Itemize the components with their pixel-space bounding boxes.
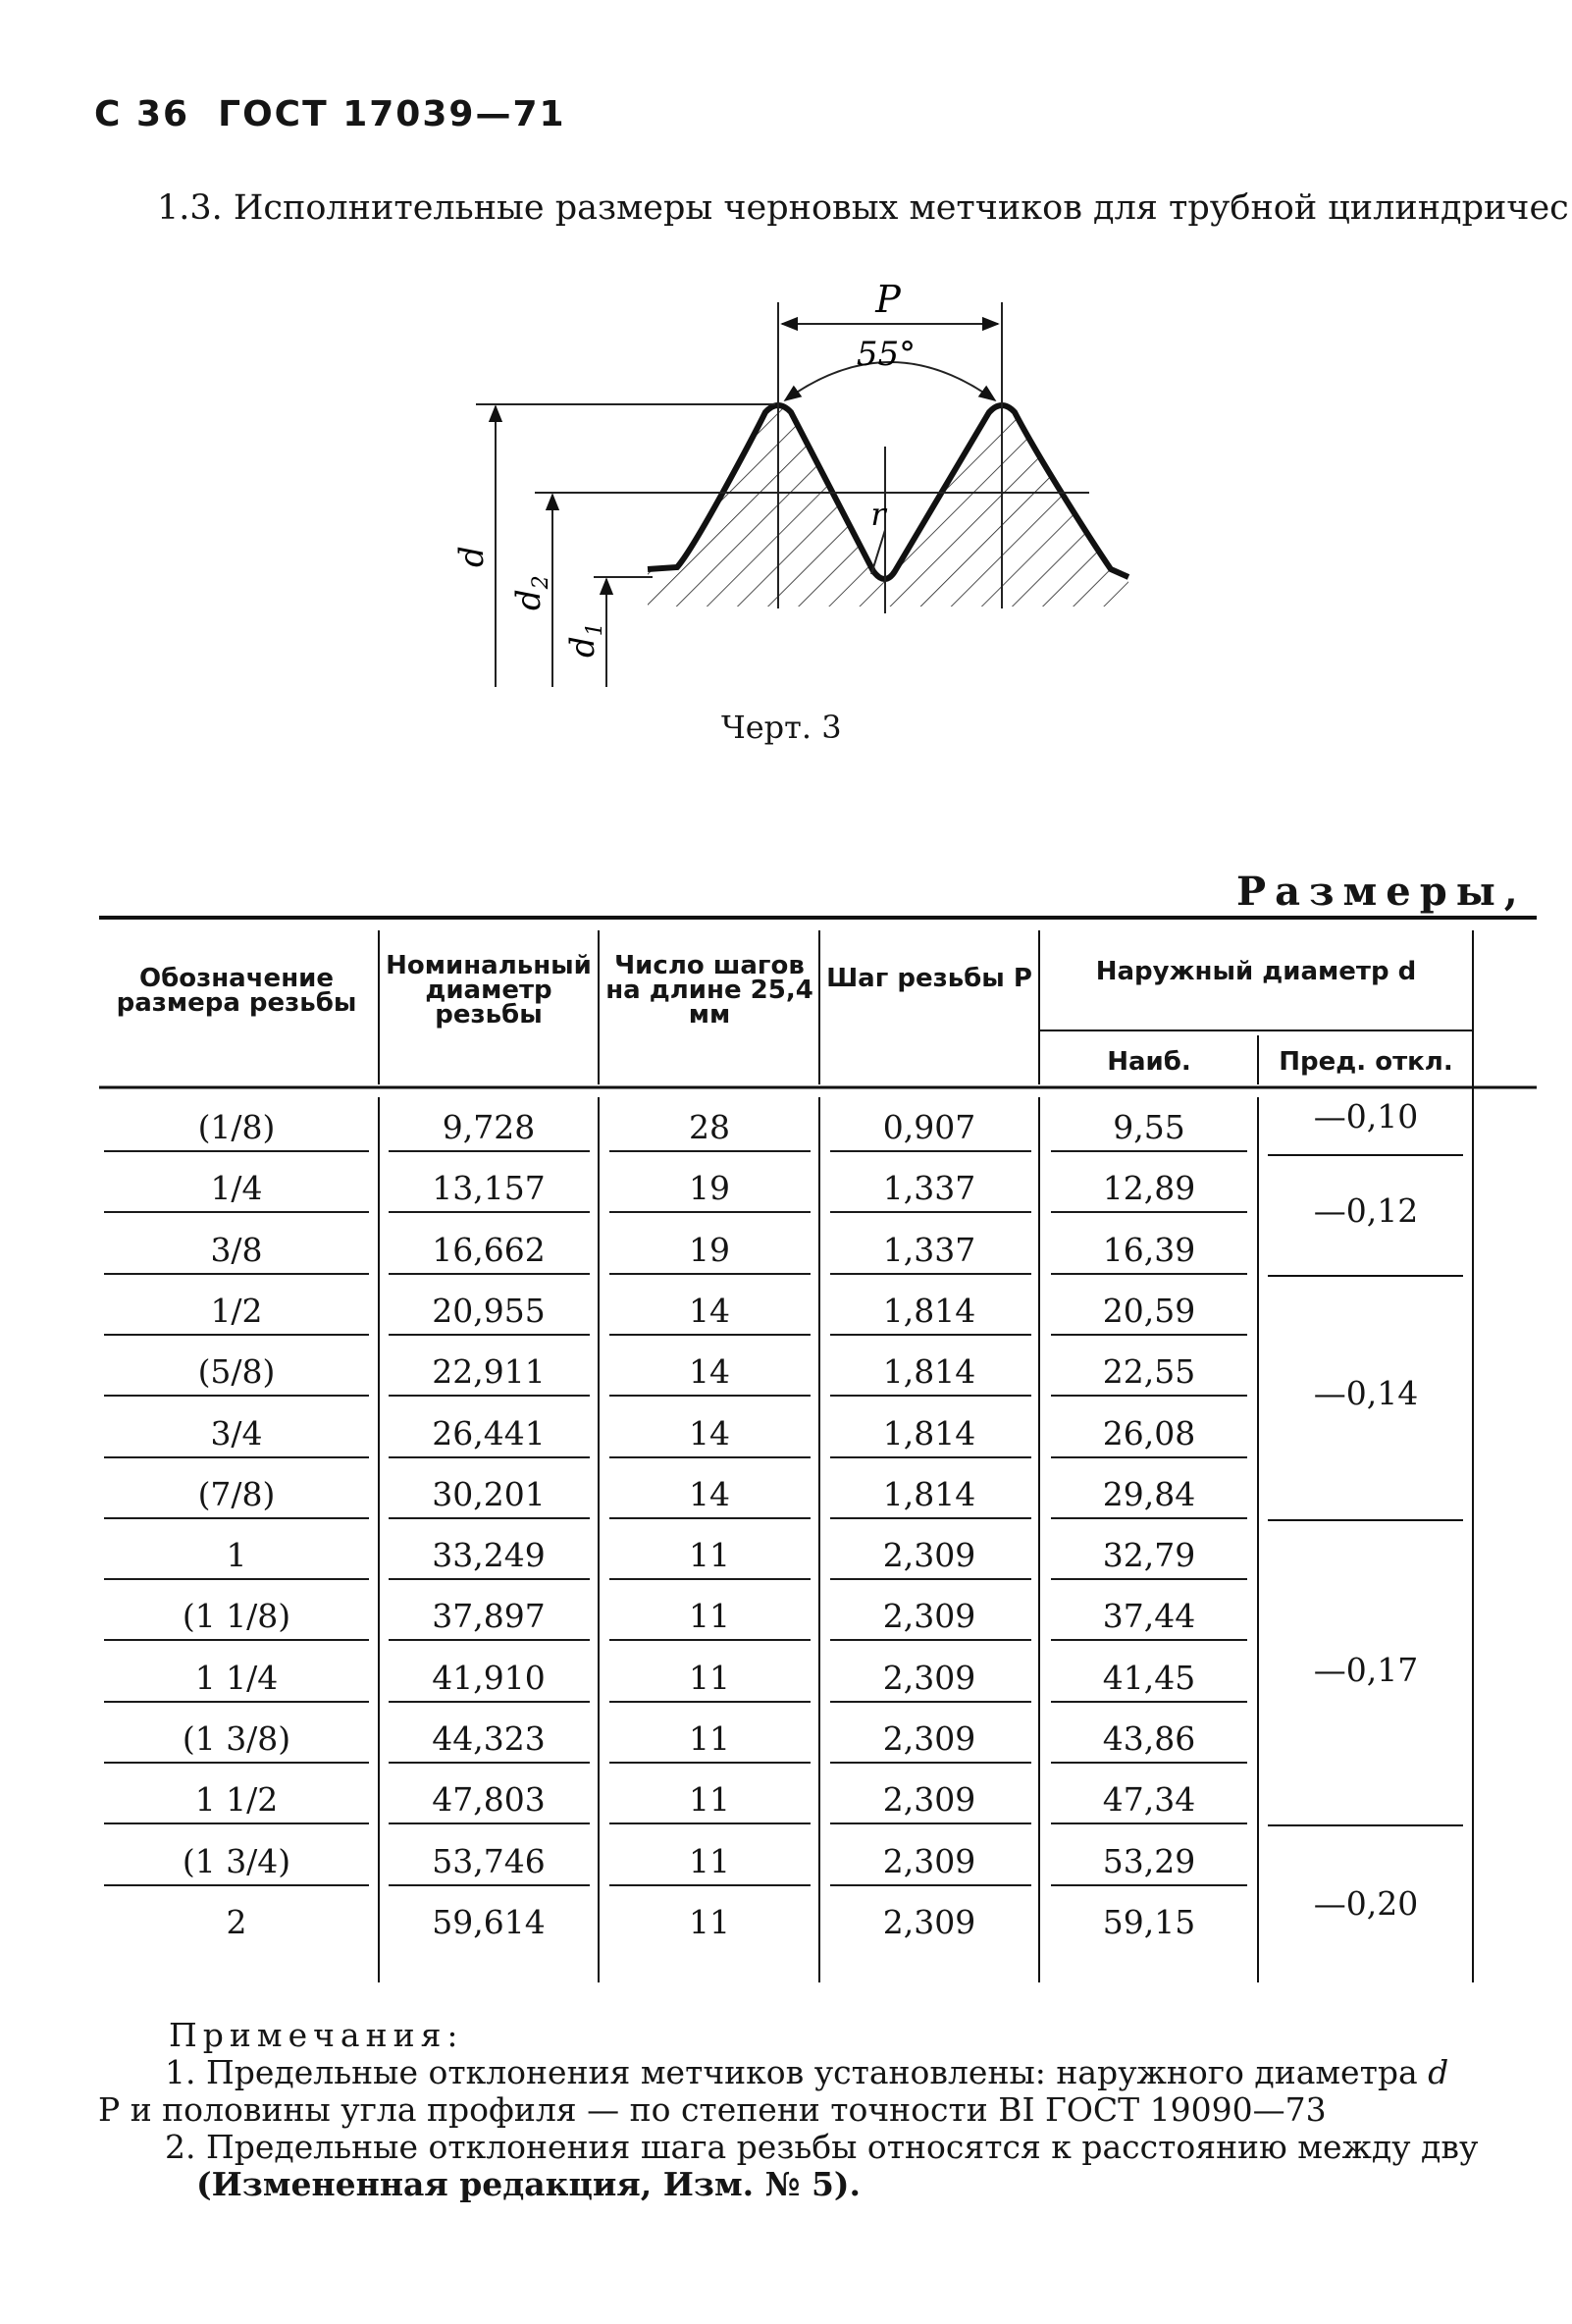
row-underline — [609, 1273, 811, 1275]
table-cell-steps: 11 — [689, 1536, 730, 1575]
note-1-line-1 — [98, 2054, 1550, 2091]
row-underline — [104, 1822, 369, 1824]
row-underline — [1051, 1456, 1247, 1458]
table-cell-pitch: 2,309 — [882, 1536, 976, 1575]
table-cell-max: 59,15 — [1102, 1902, 1196, 1941]
label-angle: 55° — [856, 335, 917, 374]
row-underline — [830, 1578, 1031, 1580]
row-underline — [1051, 1395, 1247, 1397]
row-underline — [830, 1639, 1031, 1641]
row-underline — [389, 1334, 590, 1336]
table-cell-size: (5/8) — [197, 1352, 276, 1392]
table-cell-nominal: 59,614 — [432, 1902, 546, 1941]
header-pitch: Шаг резьбы P — [826, 964, 1032, 993]
table-cell-nominal: 22,911 — [432, 1352, 546, 1392]
table-cell-pitch: 2,309 — [882, 1780, 976, 1820]
row-underline — [609, 1334, 811, 1336]
table-cell-nominal: 47,803 — [432, 1780, 546, 1820]
notes-title: Примечания: — [169, 2016, 464, 2054]
note-1-line-2: P и половины угла профиля — по степени точности BI ГОСТ 19090—73 — [98, 2090, 1327, 2129]
header-size: Обозначение размера резьбы — [116, 964, 357, 1018]
row-underline — [609, 1639, 811, 1641]
table-cell-steps: 11 — [689, 1719, 730, 1758]
row-underline — [609, 1211, 811, 1213]
row-underline — [389, 1395, 590, 1397]
table-cell-nominal: 41,910 — [432, 1658, 546, 1697]
table-cell-max: 53,29 — [1102, 1841, 1196, 1880]
table-cell-pitch: 0,907 — [882, 1108, 976, 1146]
row-underline — [389, 1517, 590, 1519]
table-cell-pitch: 2,309 — [882, 1597, 976, 1636]
label-d — [452, 546, 492, 567]
row-underline — [389, 1884, 590, 1886]
table-cell-max: 20,59 — [1102, 1291, 1196, 1330]
label-d-text: d — [452, 546, 492, 567]
row-underline — [389, 1762, 590, 1764]
row-underline — [104, 1150, 369, 1152]
table-cell-nominal: 26,441 — [432, 1413, 546, 1452]
table-cell-steps: 14 — [689, 1413, 730, 1452]
table-cell-max: 12,89 — [1102, 1169, 1196, 1208]
table-cell-size: 1 1/2 — [194, 1780, 279, 1820]
row-underline — [1051, 1150, 1247, 1152]
deviation-cell: —0,17 — [1313, 1651, 1419, 1689]
units-title: Размеры, — [1236, 869, 1527, 915]
table-cell-max: 43,86 — [1102, 1719, 1196, 1758]
deviation-cell: —0,20 — [1313, 1884, 1419, 1923]
table-cell-pitch: 2,309 — [882, 1841, 976, 1880]
deviation-cell: —0,10 — [1313, 1097, 1419, 1136]
table-cell-steps: 11 — [689, 1841, 730, 1880]
row-underline — [1051, 1884, 1247, 1886]
table-cell-max: 37,44 — [1102, 1597, 1196, 1636]
table-cell-size: 3/4 — [210, 1413, 263, 1452]
table-cell-steps: 19 — [689, 1169, 730, 1208]
row-underline — [830, 1456, 1031, 1458]
table-cell-pitch: 1,337 — [882, 1169, 976, 1208]
table-cell-pitch: 2,309 — [882, 1658, 976, 1697]
row-underline — [830, 1517, 1031, 1519]
table-cell-nominal: 53,746 — [432, 1841, 546, 1880]
header-outer-diameter: Наружный диаметр d — [1095, 957, 1417, 986]
deviation-cell: —0,14 — [1313, 1374, 1419, 1412]
section-title: 1.3. Исполнительные размеры черновых метчиков для трубной цилиндричес — [157, 188, 1569, 228]
row-underline — [104, 1517, 369, 1519]
row-underline — [830, 1822, 1031, 1824]
header-max: Наиб. — [1107, 1047, 1191, 1077]
table-cell-pitch: 1,814 — [882, 1413, 976, 1452]
row-underline — [104, 1762, 369, 1764]
label-r: r — [870, 496, 886, 533]
table-cell-pitch: 1,814 — [882, 1291, 976, 1330]
table-cell-size: 1/2 — [210, 1291, 263, 1330]
label-p: P — [875, 278, 901, 321]
header-steps: Число шагов на длине 25,4 мм — [605, 951, 813, 1030]
row-underline — [830, 1701, 1031, 1703]
dimensions-table — [94, 913, 1572, 1992]
row-underline — [1051, 1822, 1247, 1824]
row-underline — [389, 1639, 590, 1641]
row-underline — [104, 1701, 369, 1703]
thread-profile-diagram — [0, 0, 1572, 746]
table-cell-pitch: 1,814 — [882, 1474, 976, 1513]
row-underline — [609, 1517, 811, 1519]
table-cell-nominal: 9,728 — [442, 1108, 536, 1146]
row-underline — [389, 1578, 590, 1580]
table-cell-steps: 14 — [689, 1474, 730, 1513]
row-underline — [389, 1701, 590, 1703]
amendment-note: (Измененная редакция, Изм. № 5). — [196, 2165, 862, 2203]
standard-number: ГОСТ 17039—71 — [218, 94, 566, 134]
row-underline — [609, 1822, 811, 1824]
header-deviation: Пред. откл. — [1279, 1047, 1453, 1077]
label-d2 — [509, 575, 553, 610]
table-cell-nominal: 30,201 — [432, 1474, 546, 1513]
table-cell-nominal: 20,955 — [432, 1291, 546, 1330]
row-underline — [609, 1578, 811, 1580]
row-underline — [830, 1884, 1031, 1886]
table-cell-nominal: 33,249 — [432, 1536, 546, 1575]
table-cell-pitch: 1,337 — [882, 1230, 976, 1269]
table-cell-size: (1 3/8) — [182, 1719, 291, 1758]
table-cell-nominal: 44,323 — [432, 1719, 546, 1758]
row-underline — [1051, 1273, 1247, 1275]
table-cell-steps: 11 — [689, 1658, 730, 1697]
table-cell-size: 1/4 — [210, 1169, 263, 1208]
table-cell-steps: 19 — [689, 1230, 730, 1269]
deviation-cell: —0,12 — [1313, 1191, 1419, 1230]
row-underline — [104, 1211, 369, 1213]
table-cell-max: 9,55 — [1113, 1108, 1185, 1146]
row-underline — [389, 1456, 590, 1458]
row-underline — [609, 1456, 811, 1458]
table-cell-steps: 11 — [689, 1597, 730, 1636]
row-underline — [1051, 1517, 1247, 1519]
row-underline — [1051, 1578, 1247, 1580]
row-underline — [609, 1762, 811, 1764]
row-underline — [389, 1211, 590, 1213]
table-cell-nominal: 13,157 — [432, 1169, 546, 1208]
table-cell-nominal: 37,897 — [432, 1597, 546, 1636]
table-cell-size: (1/8) — [197, 1108, 276, 1146]
row-underline — [609, 1150, 811, 1152]
row-underline — [104, 1456, 369, 1458]
row-underline — [830, 1273, 1031, 1275]
row-underline — [609, 1701, 811, 1703]
row-underline — [104, 1884, 369, 1886]
row-underline — [1051, 1762, 1247, 1764]
row-underline — [1051, 1334, 1247, 1336]
header-nominal: Номинальный диаметр резьбы — [386, 951, 592, 1030]
table-cell-size: 2 — [226, 1902, 247, 1941]
label-d2-text: d — [509, 589, 549, 610]
table-cell-pitch: 2,309 — [882, 1719, 976, 1758]
note-2: 2. Предельные отклонения шага резьбы относятся к расстоянию между дву — [165, 2128, 1479, 2166]
row-underline — [830, 1150, 1031, 1152]
table-cell-size: (7/8) — [197, 1474, 276, 1513]
table-cell-max: 26,08 — [1102, 1413, 1196, 1452]
table-cell-steps: 28 — [689, 1108, 730, 1146]
table-cell-steps: 14 — [689, 1352, 730, 1392]
table-cell-steps: 14 — [689, 1291, 730, 1330]
table-cell-nominal: 16,662 — [432, 1230, 546, 1269]
table-cell-size: 1 1/4 — [194, 1658, 279, 1697]
page-number: С 36 — [94, 94, 190, 134]
row-underline — [830, 1211, 1031, 1213]
label-d1-sub: 1 — [583, 622, 607, 637]
table-cell-size: (1 3/4) — [182, 1841, 291, 1880]
label-d1 — [563, 622, 607, 658]
table-cell-max: 16,39 — [1102, 1230, 1196, 1269]
table-cell-max: 29,84 — [1102, 1474, 1196, 1513]
note-1-text: 1. Предельные отклонения метчиков установлены: наружного диаметра — [165, 2053, 1418, 2091]
table-cell-max: 41,45 — [1102, 1658, 1196, 1697]
figure-caption: Черт. 3 — [721, 709, 842, 746]
table-cell-size: 1 — [226, 1536, 247, 1575]
notes-block — [98, 2017, 1550, 2203]
row-underline — [609, 1395, 811, 1397]
row-underline — [830, 1334, 1031, 1336]
label-d2-sub: 2 — [529, 575, 553, 590]
row-underline — [104, 1334, 369, 1336]
table-cell-steps: 11 — [689, 1780, 730, 1820]
table-cell-size: 3/8 — [210, 1230, 263, 1269]
row-underline — [104, 1578, 369, 1580]
row-underline — [389, 1273, 590, 1275]
row-underline — [389, 1822, 590, 1824]
row-underline — [830, 1395, 1031, 1397]
label-d1-text: d — [563, 636, 603, 658]
table-cell-max: 47,34 — [1102, 1780, 1196, 1820]
row-underline — [1051, 1701, 1247, 1703]
table-cell-size: (1 1/8) — [182, 1597, 291, 1636]
row-underline — [1051, 1211, 1247, 1213]
row-underline — [830, 1762, 1031, 1764]
row-underline — [104, 1273, 369, 1275]
row-underline — [389, 1150, 590, 1152]
radius-leader — [871, 530, 885, 574]
row-underline — [104, 1639, 369, 1641]
row-underline — [609, 1884, 811, 1886]
row-underline — [1051, 1639, 1247, 1641]
row-underline — [104, 1395, 369, 1397]
table-cell-max: 22,55 — [1102, 1352, 1196, 1392]
table-cell-pitch: 2,309 — [882, 1902, 976, 1941]
note-1-d: d — [1428, 2053, 1449, 2091]
table-cell-max: 32,79 — [1102, 1536, 1196, 1575]
table-cell-pitch: 1,814 — [882, 1352, 976, 1392]
table-cell-steps: 11 — [689, 1902, 730, 1941]
